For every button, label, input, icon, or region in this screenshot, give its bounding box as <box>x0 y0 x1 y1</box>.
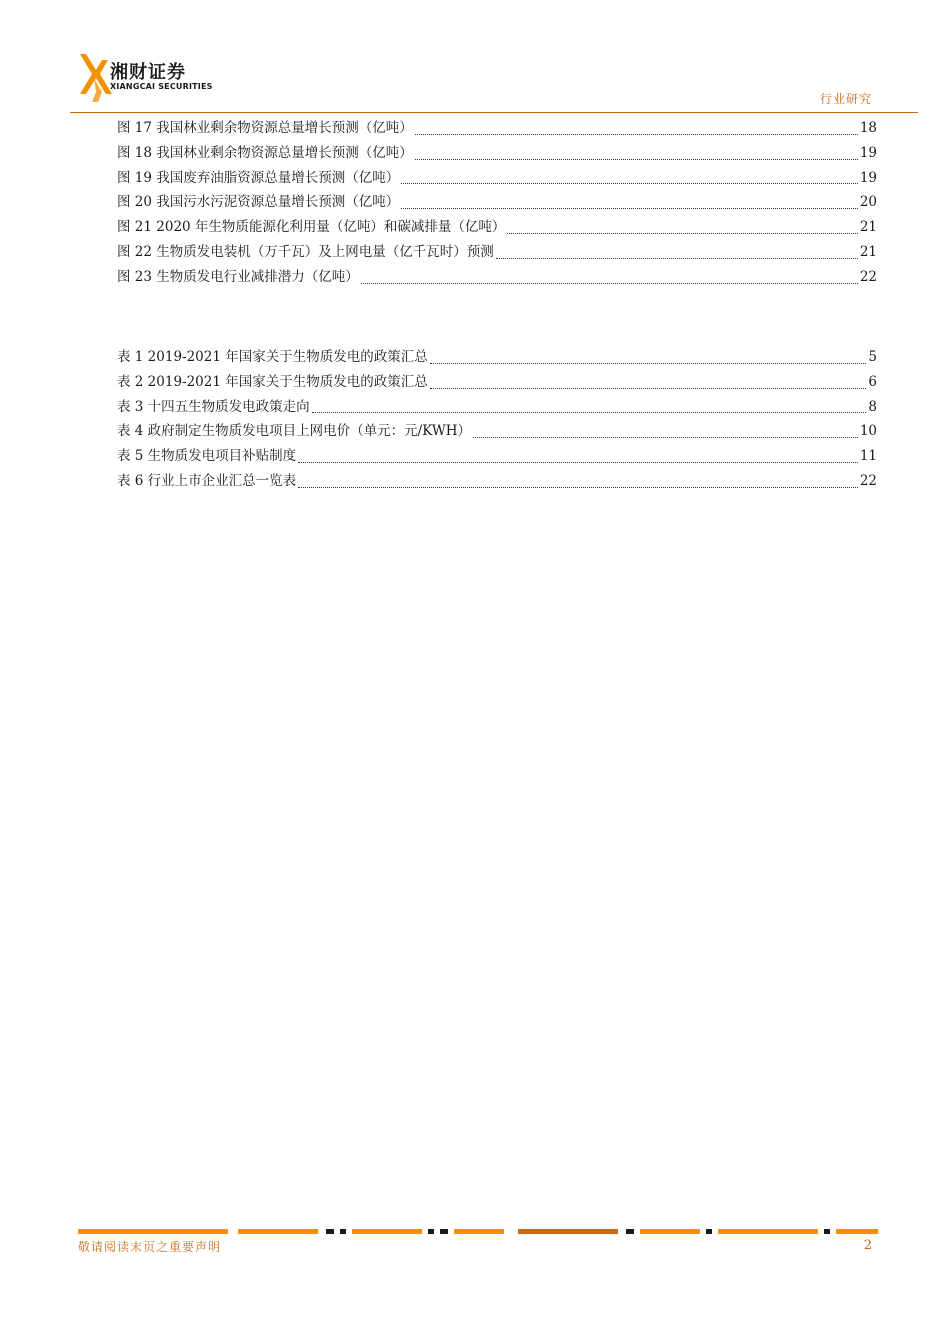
toc-entry-title: 图 19 我国废弃油脂资源总量增长预测（亿吨） <box>117 169 400 186</box>
toc-entry-title: 表 5 生物质发电项目补贴制度 <box>117 448 297 465</box>
toc-entry-page: 8 <box>868 398 877 415</box>
toc-leader <box>415 159 858 160</box>
toc-entry[interactable] <box>117 166 877 191</box>
disclaimer-note: 敬请阅读末页之重要声明 <box>78 1240 222 1254</box>
section-label: 行业研究 <box>819 92 872 106</box>
toc-entry[interactable] <box>117 265 877 290</box>
toc-entry-page: 19 <box>859 169 877 186</box>
header-divider <box>70 112 918 113</box>
toc-entry-page: 18 <box>859 120 877 136</box>
toc-entry[interactable] <box>117 215 877 240</box>
toc-leader <box>507 233 857 234</box>
figure-index <box>117 116 877 290</box>
toc-entry-title: 图 17 我国林业剩余物资源总量增长预测（亿吨） <box>117 120 413 136</box>
toc-leader <box>401 208 858 209</box>
toc-entry[interactable] <box>117 240 877 265</box>
toc-leader <box>473 437 858 438</box>
toc-entry-title: 表 3 十四五生物质发电政策走向 <box>117 398 310 415</box>
toc-entry-title: 表 1 2019-2021 年国家关于生物质发电的政策汇总 <box>117 349 428 365</box>
toc-entry-page: 5 <box>868 349 877 365</box>
toc-entry-title: 表 4 政府制定生物质发电项目上网电价（单元：元/KWH） <box>117 423 471 440</box>
toc-entry-title: 图 18 我国林业剩余物资源总量增长预测（亿吨） <box>117 144 413 161</box>
toc-leader <box>298 462 858 463</box>
toc-entry-title: 图 23 生物质发电行业减排潜力（亿吨） <box>117 268 359 285</box>
toc-entry-page: 21 <box>859 243 877 260</box>
toc-entry[interactable] <box>117 116 877 141</box>
toc-entry[interactable] <box>117 141 877 166</box>
toc-entry-page: 19 <box>859 144 877 161</box>
toc-entry[interactable] <box>117 444 877 469</box>
page-header <box>0 0 950 120</box>
toc-entry-page: 11 <box>859 448 877 465</box>
toc-entry[interactable] <box>117 370 877 395</box>
table-index <box>117 345 877 494</box>
toc-entry-title: 表 2 2019-2021 年国家关于生物质发电的政策汇总 <box>117 373 428 390</box>
toc-entry-title: 图 20 我国污水污泥资源总量增长预测（亿吨） <box>117 194 400 211</box>
toc-entry-title: 表 6 行业上市企业汇总一览表 <box>117 472 297 489</box>
toc-leader <box>496 258 858 259</box>
toc-entry[interactable] <box>117 469 877 494</box>
toc-entry-page: 22 <box>859 472 877 489</box>
toc-entry-page: 20 <box>859 194 877 211</box>
toc-entry-page: 10 <box>859 423 877 440</box>
toc-leader <box>298 487 858 488</box>
brand-name: 湘财证券 <box>110 62 186 83</box>
page-number: 2 <box>863 1238 872 1253</box>
toc-leader <box>361 283 858 284</box>
toc-entry-title: 图 22 生物质发电装机（万千瓦）及上网电量（亿千瓦时）预测 <box>117 243 494 260</box>
toc-entry-page: 22 <box>859 268 877 285</box>
toc-entry[interactable] <box>117 419 877 444</box>
toc-entry[interactable] <box>117 345 877 370</box>
toc-leader <box>430 363 867 364</box>
footer-decorative-bar <box>78 1229 878 1234</box>
toc-leader <box>312 412 867 413</box>
toc-entry[interactable] <box>117 395 877 420</box>
toc-entry[interactable] <box>117 190 877 215</box>
toc-entry-page: 21 <box>859 219 877 236</box>
toc-leader <box>401 183 858 184</box>
brand-name-english: XIANGCAI SECURITIES <box>110 82 213 91</box>
toc-entry-title: 图 21 2020 年生物质能源化利用量（亿吨）和碳减排量（亿吨） <box>117 219 506 236</box>
toc-leader <box>415 134 858 135</box>
toc-entry-page: 6 <box>868 373 877 390</box>
toc-leader <box>430 388 867 389</box>
